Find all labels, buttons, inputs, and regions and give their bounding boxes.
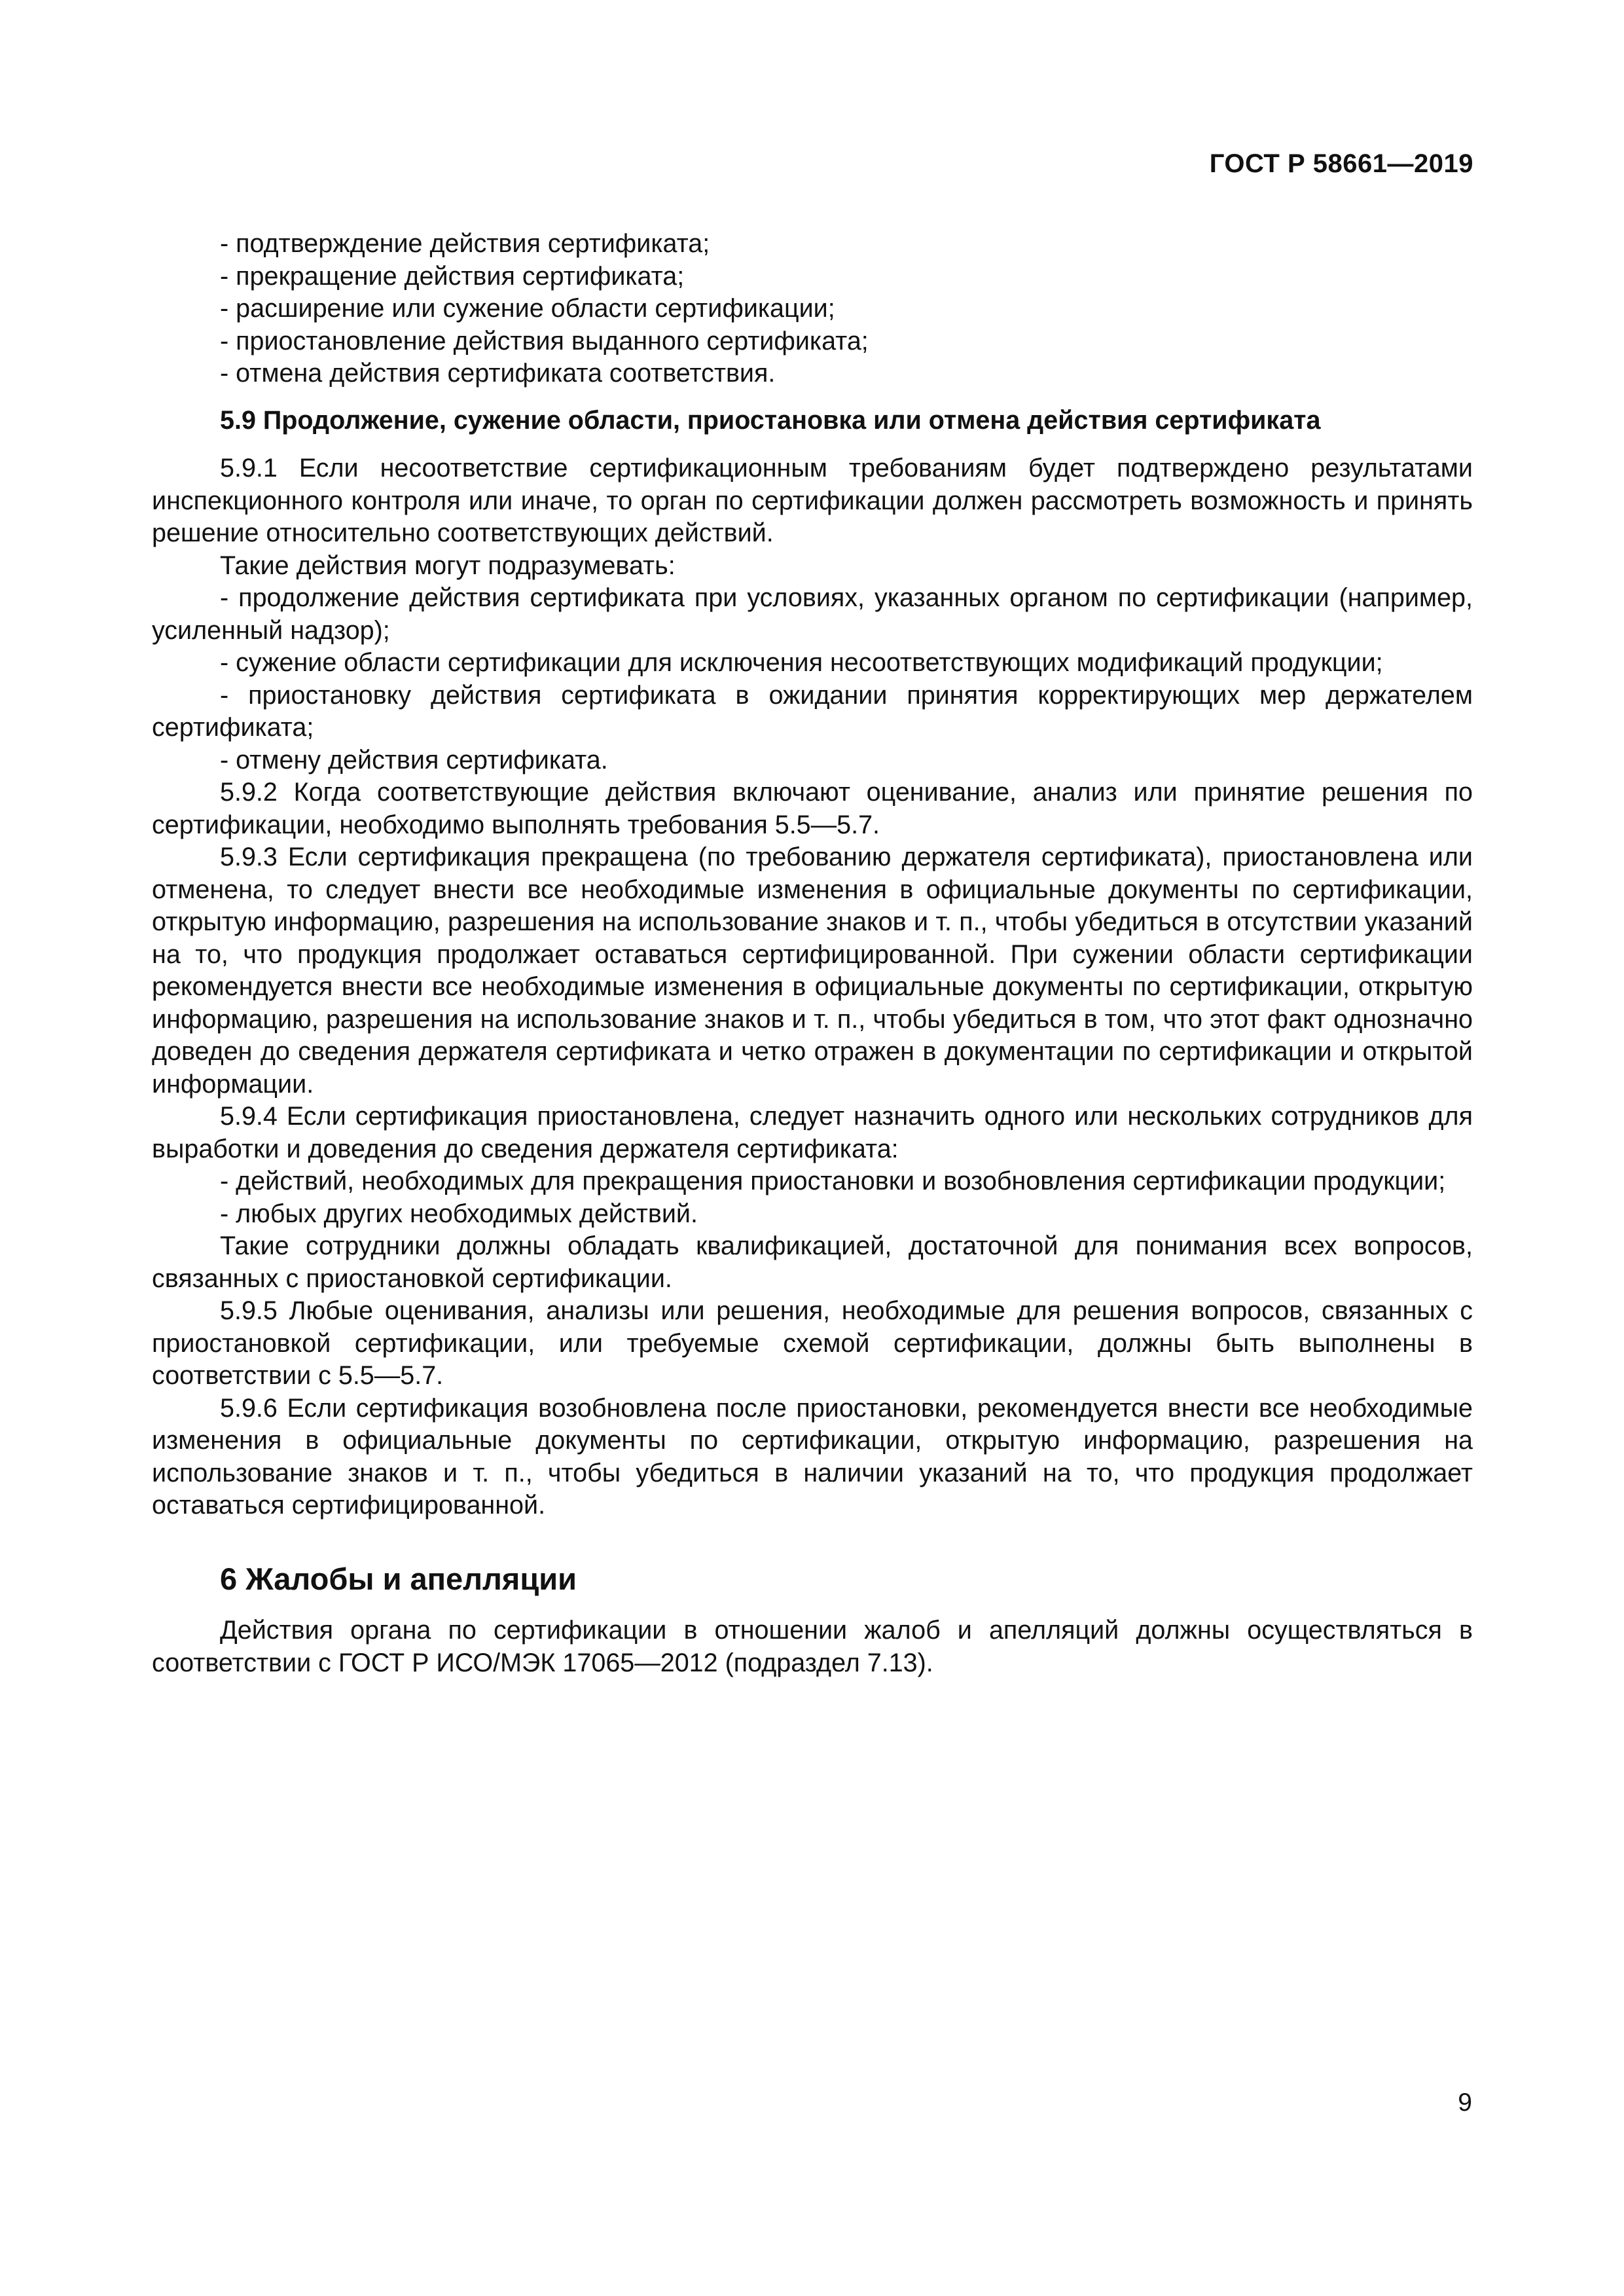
list-item: - действий, необходимых для прекращения приостановки и возобновления сертификации продукции; bbox=[220, 1167, 1446, 1195]
list-item: - продолжение действия сертификата при условиях, указанных органом по сертификации (например, усиленный надзор); bbox=[152, 583, 1473, 645]
paragraph-5-9-6: 5.9.6 Если сертификация возобновлена после приостановки, рекомендуется внести все необходимые изменения в официальные документы по сертификации, открытую информацию, разрешения на использование знаков и т. п., чтобы убедиться в наличии указаний на то, что продукция продолжает оставаться сертифицированной. bbox=[152, 1393, 1473, 1520]
paragraph-5-9-1: 5.9.1 Если несоответствие сертификационным требованиям будет подтверждено результатами инспекционного контроля или иначе, то орган по сертификации должен рассмотреть возможность и принять решение относительно соответствующих действий. bbox=[152, 454, 1473, 547]
document-body bbox=[152, 228, 1473, 1679]
page-number: 9 bbox=[1458, 2088, 1472, 2117]
list-item: - отмена действия сертификата соответствия. bbox=[220, 359, 776, 388]
list-item: - расширение или сужение области сертификации; bbox=[220, 294, 835, 323]
actions-intro: Такие действия могут подразумевать: bbox=[220, 551, 676, 580]
paragraph-5-9-4-tail: Такие сотрудники должны обладать квалификацией, достаточной для понимания всех вопросов, связанных с приостановкой сертификации. bbox=[152, 1231, 1473, 1293]
document-id-header: ГОСТ Р 58661—2019 bbox=[1209, 149, 1473, 178]
list-item: - отмену действия сертификата. bbox=[220, 745, 608, 774]
list-item: - прекращение действия сертификата; bbox=[220, 261, 685, 291]
section-5-9-heading: 5.9 Продолжение, сужение области, приостановка или отмена действия сертификата bbox=[220, 405, 1321, 435]
list-item: - подтверждение действия сертификата; bbox=[220, 229, 710, 258]
paragraph-6: Действия органа по сертификации в отношении жалоб и апелляций должны осуществляться в соответствии с ГОСТ Р ИСО/МЭК 17065—2012 (подраздел 7.13). bbox=[152, 1616, 1473, 1677]
section-6-heading: 6 Жалобы и апелляции bbox=[220, 1561, 577, 1596]
paragraph-5-9-3: 5.9.3 Если сертификация прекращена (по требованию держателя сертификата), приостановлена или отменена, то следует внести все необходимые изменения в официальные документы по сертификации, открытую информацию, разрешения на использование знаков и т. п., чтобы убедиться в отсутствии указаний на то, что продукция продолжает оставаться сертифицированной. При сужении области сертификации рекомендуется внести все необходимые изменения в официальные документы по сертификации, открытую информацию, разрешения на использование знаков и т. п., чтобы убедиться в том, что этот факт однозначно доведен до сведения держателя сертификата и четко отражен в документации по сертификации и открытой информации. bbox=[152, 843, 1473, 1099]
paragraph-5-9-2: 5.9.2 Когда соответствующие действия включают оценивание, анализ или принятие решения по сертификации, необходимо выполнять требования 5.5—5.7. bbox=[152, 778, 1473, 839]
paragraph-5-9-4: 5.9.4 Если сертификация приостановлена, следует назначить одного или нескольких сотрудников для выработки и доведения до сведения держателя сертификата: bbox=[152, 1102, 1473, 1163]
list-item: - сужение области сертификации для исключения несоответствующих модификаций продукции; bbox=[220, 648, 1383, 677]
paragraph-5-9-5: 5.9.5 Любые оценивания, анализы или решения, необходимые для решения вопросов, связанных с приостановкой сертификации, или требуемые схемой сертификации, должны быть выполнены в соответствии с 5.5—5.7. bbox=[152, 1296, 1473, 1390]
list-item: - приостановку действия сертификата в ожидании принятия корректирующих мер держателем сертификата; bbox=[152, 680, 1473, 742]
list-item: - приостановление действия выданного сертификата; bbox=[220, 326, 869, 355]
list-item: - любых других необходимых действий. bbox=[220, 1199, 698, 1228]
